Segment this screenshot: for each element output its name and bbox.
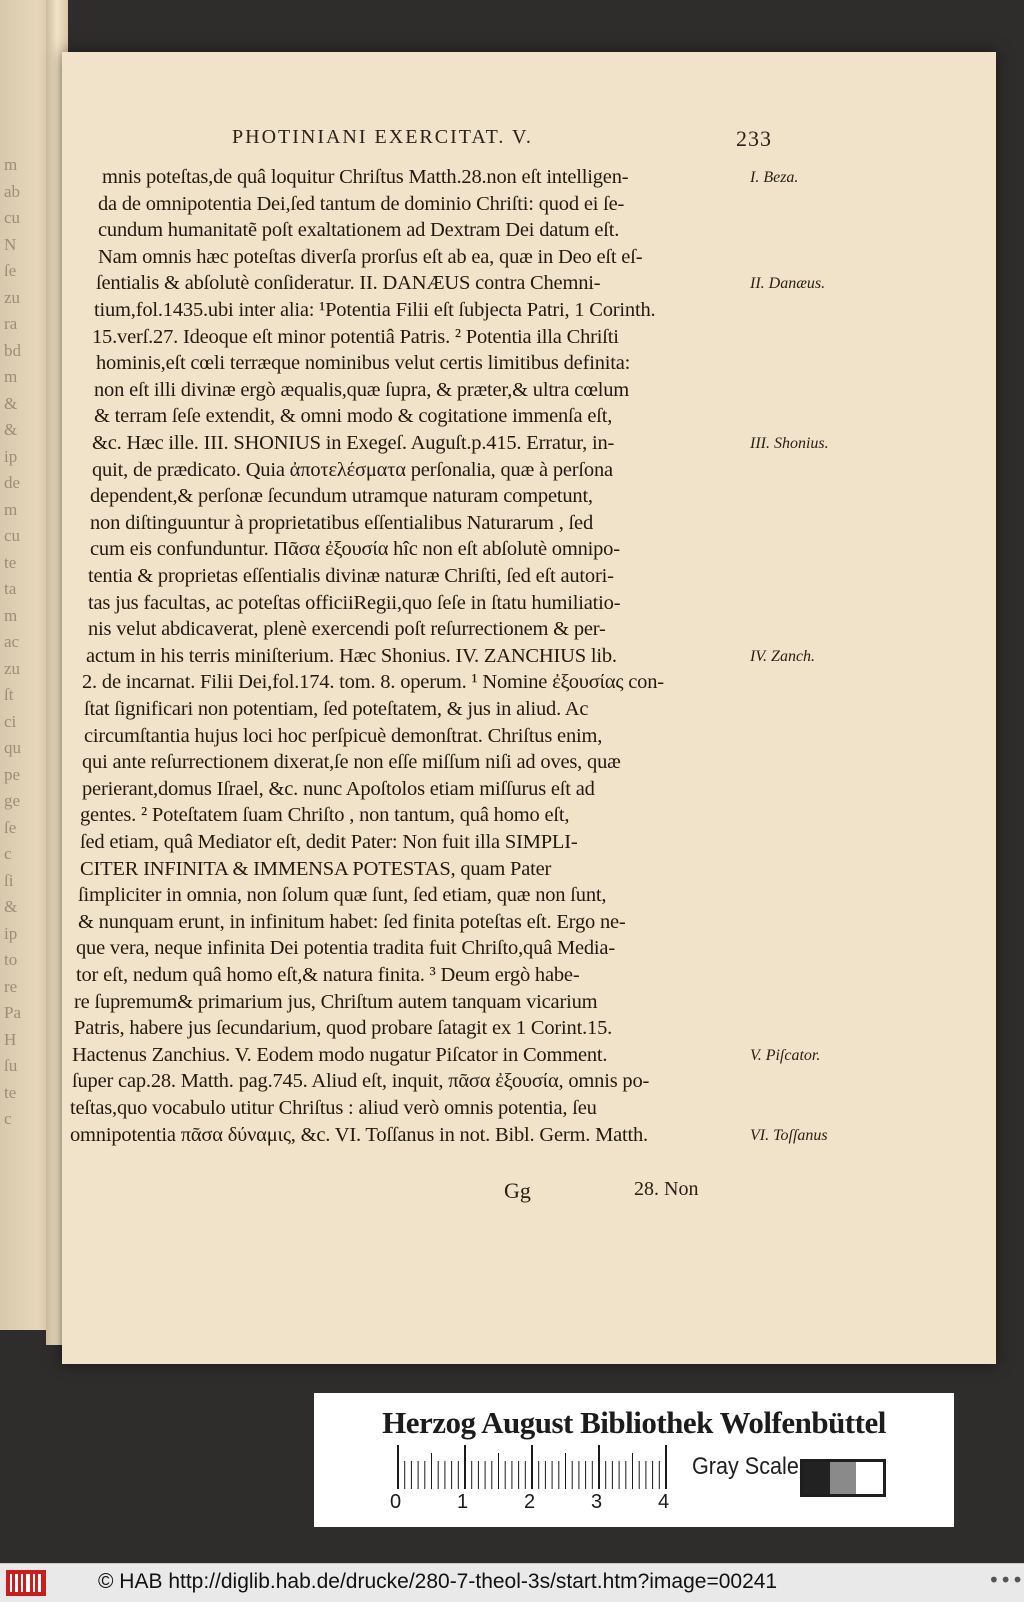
gray-swatch-cell [856, 1462, 883, 1494]
fragment-text: to [4, 950, 18, 969]
footer-url-text: © HAB http://diglib.hab.de/drucke/280-7-theol-3s/start.htm?image=00241 [98, 1570, 778, 1593]
text-line: non diſtinguuntur à proprietatibus eſſentialibus Naturarum , ſed [90, 511, 594, 534]
text-block [62, 158, 996, 1178]
fragment-text: te [4, 552, 17, 572]
text-line: 2. de incarnat. Filii Dei,fol.174. tom. 8. operum. ¹ Nomine ἐξουσίας con- [82, 671, 664, 694]
text-line: omnipotentia πᾶσα δύναμις, &c. VI. Toſſanus in not. Bibl. Germ. Matth. [70, 1123, 648, 1146]
text-line: mnis poteſtas,de quâ loquitur Chriſtus Matth.28.non eſt intelligen- [102, 166, 629, 188]
margin-note: III. Shonius. [750, 435, 829, 452]
fragment-text: ip [4, 923, 18, 943]
ruler-label: 4 [658, 1491, 670, 1513]
text-line: dependent,& perſonæ ſecundum utramque naturam competunt, [90, 485, 593, 508]
previous-page-fragments [4, 152, 24, 1133]
fragment-text: H [4, 1029, 17, 1049]
ruler-label: 1 [457, 1491, 469, 1513]
fragment-text: zu [4, 287, 21, 307]
hab-logo-icon [6, 1570, 46, 1596]
text-line: gentes. ² Poteſtatem ſuam Chriſto , non tantum, quâ homo eſt, [80, 804, 570, 827]
signature-mark: Gg [504, 1178, 531, 1203]
running-title: PHOTINIANI EXERCITAT. V. [232, 126, 533, 148]
text-line: re ſupremum& primarium jus, Chriſtum autem tanquam vicarium [74, 990, 598, 1013]
fragment-text: de [4, 473, 21, 492]
fragment-text: cu [4, 208, 21, 227]
text-line: tor eſt, nedum quâ homo eſt,& natura finita. ³ Deum ergò habe- [76, 964, 580, 986]
fragment-text: ſu [4, 1056, 18, 1075]
gray-swatch-cell [830, 1462, 857, 1494]
text-line: hominis,eſt cœli terræque nominibus velut certis limitibus definita: [96, 352, 631, 375]
text-line: qui ante reſurrectionem dixerat,ſe non eſſe miſſum niſi ad oves, quæ [82, 751, 621, 774]
text-line: ſimpliciter in omnia, non ſolum quæ ſunt, ſed etiam, quæ non ſunt, [78, 884, 607, 907]
fragment-text: c [4, 844, 12, 863]
gray-scale-swatch [800, 1459, 886, 1497]
fragment-text: & [4, 420, 18, 439]
margin-note: V. Piſcator. [750, 1046, 821, 1064]
book-page [62, 52, 996, 1364]
text-line: actum in his terris miniſterium. Hæc Shonius. IV. ZANCHIUS lib. [86, 644, 617, 667]
ruler-label: 3 [591, 1491, 603, 1513]
running-head [232, 126, 832, 156]
ruler-label: 0 [390, 1491, 402, 1513]
footer-bar [0, 1563, 1024, 1602]
fragment-text: m [4, 367, 18, 386]
page-number: 233 [736, 126, 772, 151]
fragment-text: ta [4, 579, 17, 598]
gray-swatch-cell [803, 1462, 830, 1494]
fragment-text: zu [4, 658, 21, 678]
fragment-text: ſe [4, 817, 17, 837]
text-line: &c. Hæc ille. III. SHONIUS in Exegeſ. Auguſt.p.415. Erratur, in- [92, 432, 615, 454]
text-line: 15.verſ.27. Ideoque eſt minor potentiâ Patris. ² Potentia illa Chriſti [92, 325, 619, 348]
fragment-text: & [4, 897, 18, 916]
text-line: & terram ſeſe extendit, & omni modo & cogitatione immenſa eſt, [94, 405, 613, 428]
text-line: Patris, habere jus ſecundarium, quod probare ſatagit ex 1 Corint.15. [74, 1017, 613, 1040]
margin-note: II. Danæus. [750, 275, 826, 293]
fragment-text: N [4, 234, 17, 254]
text-line: ſtat ſignificari non potentiam, ſed poteſtatem, & jus in aliud. Ac [84, 698, 589, 720]
text-line: non eſt illi divinæ ergò æqualis,quæ ſupra, & præter,& ultra cœlum [94, 378, 630, 401]
catchword: 28. Non [634, 1178, 699, 1200]
text-line: tium,fol.1435.ubi inter alia: ¹Potentia Filii eſt ſubjecta Patri, 1 Corinth. [94, 299, 656, 321]
text-line: circumſtantia hujus loci hoc perſpicuè demonſtrat. Chriſtus enim, [84, 724, 603, 747]
text-line: da de omnipotentia Dei,ſed tantum de dominio Chriſti: quod ei ſe- [98, 192, 625, 215]
text-line: ſuper cap.28. Matth. pag.745. Aliud eſt, inquit, πᾶσα ἐξουσία, omnis po- [72, 1070, 650, 1093]
text-line: & nunquam erunt, in infinitum habet: ſed finita poteſtas eſt. Ergo ne- [78, 910, 626, 933]
fragment-text: pe [4, 764, 21, 784]
ruler-label: 2 [524, 1491, 536, 1513]
text-line: teſtas,quo vocabulo utitur Chriſtus : aliud verò omnis potentia, ſeu [70, 1097, 597, 1119]
fragment-text: Pa [4, 1003, 21, 1022]
fragment-text: ſt [4, 685, 14, 704]
text-line: ſentialis & abſolutè conſideratur. II. DANÆUS contra Chemni- [96, 272, 601, 295]
reference-card [314, 1393, 954, 1527]
fragment-text: re [4, 976, 18, 996]
ruler-scale [396, 1445, 676, 1495]
fragment-text: ac [4, 632, 20, 651]
fragment-text: m [4, 499, 18, 519]
text-line: perierant,domus Iſrael, &c. nunc Apoſtolos etiam miſſurus eſt ad [82, 777, 595, 800]
fragment-text: m [4, 605, 18, 625]
fragment-text: ge [4, 791, 21, 810]
fragment-text: bd [4, 340, 21, 360]
fragment-text: ſe [4, 261, 17, 280]
text-line: Nam omnis hæc poteſtas diverſa prorſus eſt ab ea, quæ in Deo eſt eſ- [98, 245, 643, 268]
fragment-text: ci [4, 711, 17, 731]
text-line: cum eis confunduntur. Πᾶσα ἐξουσία hîc non eſt abſolutè omnipo- [90, 538, 620, 561]
fragment-text: ip [4, 446, 18, 466]
library-name: Herzog August Bibliothek Wolfenbüttel [382, 1405, 886, 1440]
text-line: ſed etiam, quâ Mediator eſt, dedit Pater: Non fuit illa SIMPLI- [80, 831, 578, 853]
margin-note: I. Beza. [750, 169, 799, 186]
text-line: cundum humanitatẽ poſt exaltationem ad Dextram Dei datum eſt. [98, 219, 620, 242]
margin-note: VI. Toſſanus [750, 1126, 828, 1144]
fragment-text: c [4, 1109, 12, 1128]
margin-note: IV. Zanch. [750, 647, 816, 665]
fragment-text: cu [4, 526, 21, 545]
text-line: quit, de prædicato. Quia ἀποτελέσματα perſonalia, quæ à perſona [92, 458, 613, 481]
fragment-text: te [4, 1082, 17, 1102]
more-options-icon[interactable]: ••• [988, 1568, 1024, 1592]
fragment-text: qu [4, 738, 21, 757]
ruler-labels [390, 1491, 690, 1517]
text-line: CITER INFINITA & IMMENSA POTESTAS, quam Pater [80, 857, 552, 880]
fragment-text: ab [4, 181, 21, 201]
text-line: Hactenus Zanchius. V. Eodem modo nugatur Piſcator in Comment. [72, 1043, 608, 1066]
gray-scale-label: Gray Scale [692, 1453, 799, 1480]
fragment-text: m [4, 155, 18, 174]
text-line: nis velut abdicaverat, plenè exercendi poſt reſurrectionem & per- [88, 618, 606, 641]
fragment-text: ra [4, 314, 18, 333]
text-line: tas jus facultas, ac poteſtas officiiRegii,quo ſeſe in ſtatu humiliatio- [88, 591, 621, 614]
text-line: tentia & proprietas eſſentialis divinæ naturæ Chriſti, ſed eſt autori- [88, 565, 614, 587]
fragment-text: ſi [4, 870, 14, 890]
fragment-text: & [4, 393, 18, 413]
text-line: que vera, neque infinita Dei potentia tradita fuit Chriſto,quâ Media- [76, 937, 615, 960]
